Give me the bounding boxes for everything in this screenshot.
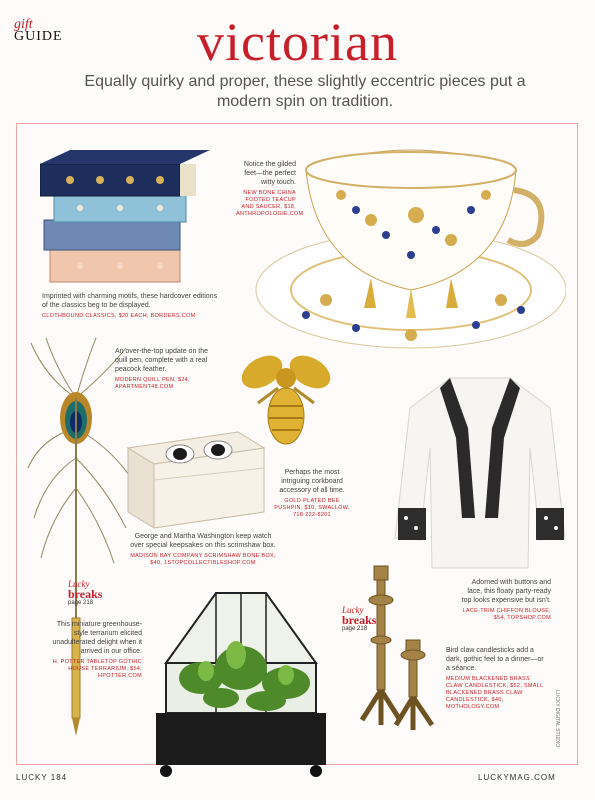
photo-credit: LUCKY DIGITAL STUDIO [554,690,560,748]
teacup-credit: NEW BONE CHINA FOOTED TEACUP AND SAUCER, $18, ANTHROPOLOGIE.COM [236,190,304,217]
candles-credit: MEDIUM BLACKENED BRASS CLAW CANDLESTICK, $52, SMALL BLACKENED BRASS CLAW CANDLESTICK, $40, MOTHOLOGY.COM [446,676,544,710]
terrarium-credit: H. POTTER TABLETOP GOTHIC HOUSE TERRARIUM, $54, HPOTTER.COM [52,659,142,679]
bee-caption: Perhaps the most intriguing corkboard accessory of all time. [279,469,345,494]
terrarium-image [146,583,336,783]
clothbound-books-image [40,150,210,290]
blouse-credit: LACE-TRIM CHIFFON BLOUSE, $54, TOPSHOP.COM [462,608,551,621]
candles-caption: Bird claw candlesticks add a dark, gothic feel to a dinner—or a séance. [446,647,544,672]
box-caption-block [128,532,278,567]
quill-credit: MODERN QUILL PEN, $24, APARTMENT48.COM [115,377,190,390]
scrimshaw-box-image [118,428,266,530]
books-credit: CLOTHBOUND CLASSICS, $20 EACH, BORDERS.COM [42,313,196,319]
terrarium-caption: This miniature greenhouse-style terrarium elicited unadulterated delight when it arrived in our office. [52,621,142,655]
folio-left: LUCKY 184 [16,773,68,782]
page-title: victorian [197,12,398,72]
bee-credit: GOLD-PLATED BEE PUSHPIN, $10, SWALLOW, 718-222-8201 [274,498,350,518]
blouse-caption: Adorned with buttons and lace, this floaty party-ready top looks expensive but isn't. [461,579,551,604]
candles-caption-block [446,646,546,711]
lucky-breaks-badge[interactable] [68,580,102,606]
bee-caption-block [272,468,352,519]
kicker-gift: gift [14,17,33,32]
books-caption-block [42,292,222,320]
kicker-guide: GUIDE [14,29,63,44]
badge-breaks: breaks [342,613,377,627]
quill-caption: An over-the-top update on the quill pen, complete with a real peacock feather. [115,348,209,373]
badge-page: page 218 [68,600,94,606]
folio-right[interactable]: LUCKYMAG.COM [478,773,556,782]
badge-page: page 218 [342,626,368,632]
terrarium-caption-block [52,620,142,680]
quill-caption-block [115,347,215,391]
chiffon-blouse-image [390,368,570,578]
box-caption: George and Martha Washington keep watch over special keepsakes on this scrimshaw box. [130,533,276,549]
badge-lucky: Lucky [342,605,364,615]
claw-candlesticks-image [352,560,452,740]
page-subtitle: Equally quirky and proper, these slightly eccentric pieces put a modern spin on tradition. [84,73,526,110]
blouse-caption-block [456,578,551,622]
box-credit: MADISON BAY COMPANY SCRIMSHAW BONE BOX, $40, 1STOPCOLLECTIBLESHOP.COM [130,553,276,566]
teacup-image [246,140,566,355]
badge-breaks: breaks [68,587,103,601]
books-caption: Imprinted with charming motifs, these hardcover editions of the classics beg to be displayed. [42,293,218,309]
teacup-caption: Notice the gilded feet—the perfect witty touch. [243,161,296,186]
badge-lucky: Lucky [68,579,90,589]
